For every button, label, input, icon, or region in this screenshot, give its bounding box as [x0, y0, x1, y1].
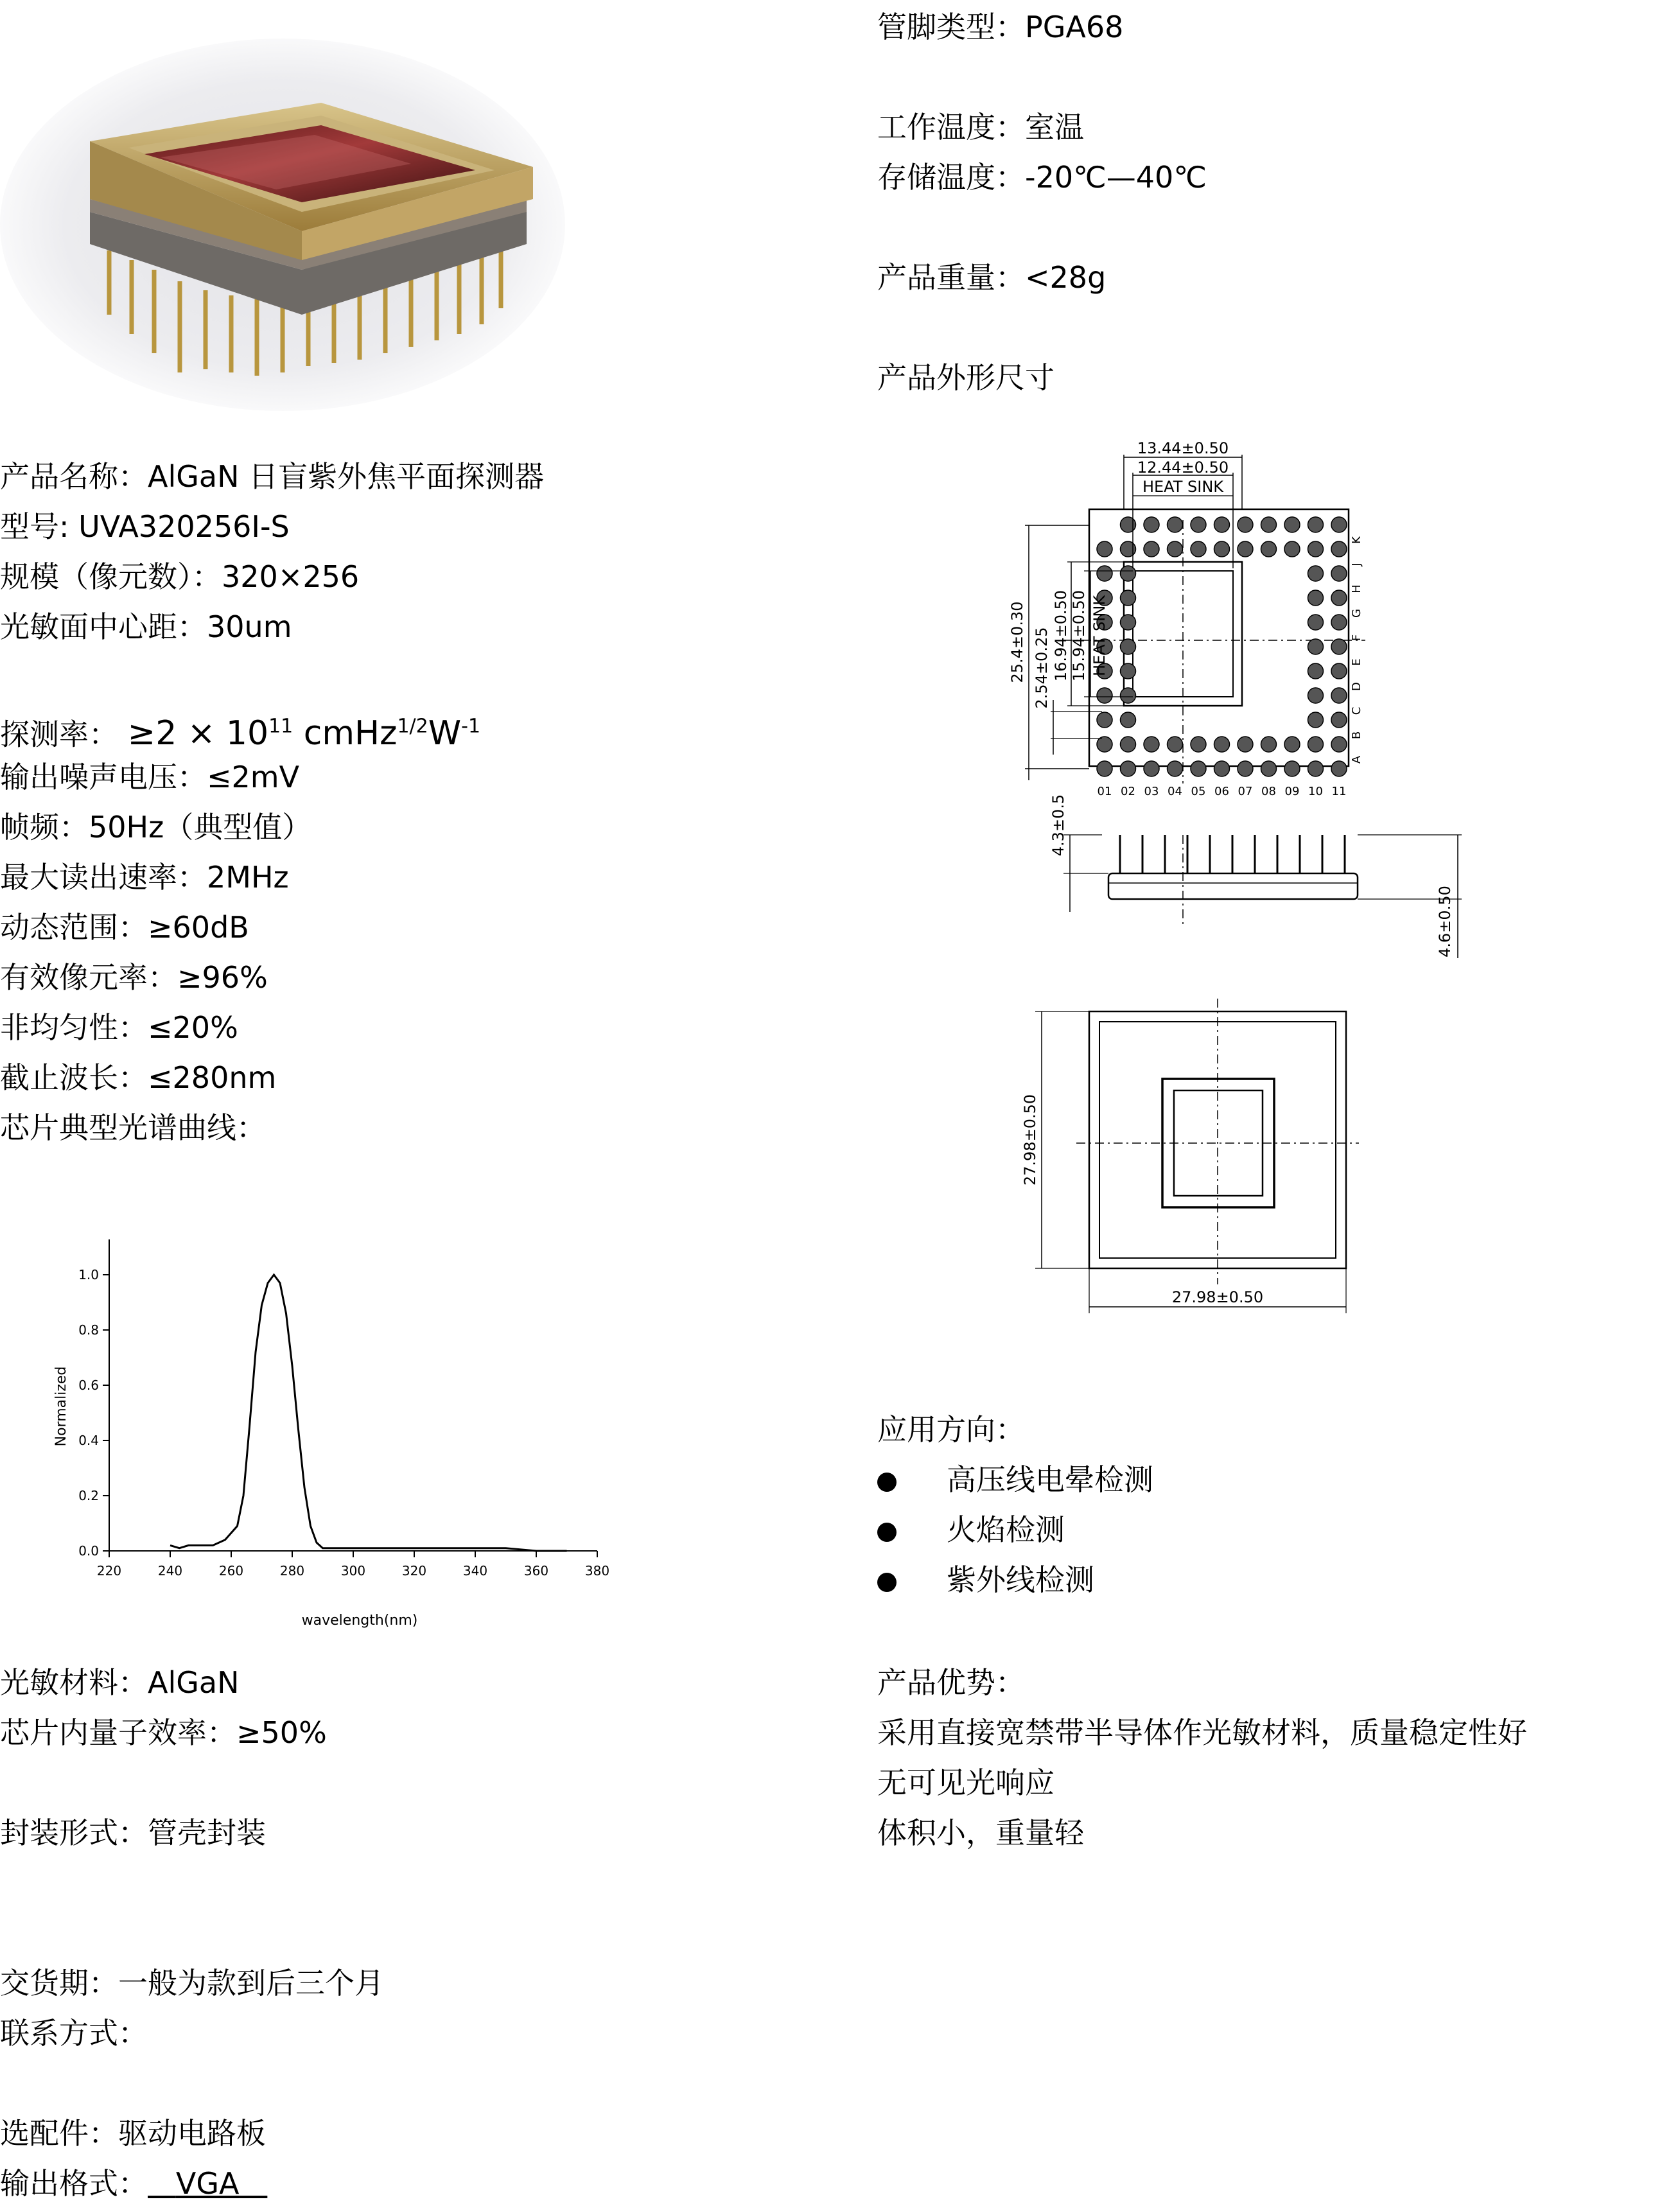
side-view — [1049, 794, 1462, 958]
cutoff-wavelength: 截止波长：≤280nm — [0, 1060, 277, 1095]
pin — [1238, 737, 1253, 752]
pin — [1261, 517, 1277, 532]
pin — [1121, 761, 1136, 776]
pin — [1214, 737, 1230, 752]
pin — [1168, 737, 1183, 752]
pin — [1261, 737, 1277, 752]
chart-x-tick-label: 320 — [401, 1563, 427, 1579]
column-number: 04 — [1168, 785, 1182, 798]
product-weight: 产品重量：<28g — [877, 260, 1107, 295]
pin — [1121, 517, 1136, 532]
application-item: 紫外线检测 — [947, 1562, 1094, 1597]
pin — [1331, 517, 1347, 532]
pin — [1168, 541, 1183, 557]
dim-bottom-vertical: 27.98±0.50 — [1021, 1094, 1039, 1186]
pin — [1261, 761, 1277, 776]
column-number: 11 — [1331, 785, 1347, 798]
chart-y-tick-label: 1.0 — [78, 1267, 99, 1282]
pin — [1308, 737, 1324, 752]
pin — [1191, 517, 1206, 532]
pin — [1121, 712, 1136, 728]
delivery-time: 交货期：一般为款到后三个月 — [0, 1966, 384, 2000]
advantage-item: 无可见光响应 — [877, 1765, 1054, 1800]
pin — [1214, 517, 1230, 532]
pin — [1308, 688, 1324, 703]
dim-body-height: 4.6±0.50 — [1436, 886, 1454, 958]
pin — [1308, 761, 1324, 776]
chart-x-tick-label: 220 — [96, 1563, 122, 1579]
effective-pixel-rate: 有效像元率：≥96% — [0, 960, 268, 995]
row-letter: B — [1350, 731, 1363, 740]
application-item: 高压线电晕检测 — [947, 1462, 1153, 1497]
pin — [1121, 590, 1136, 606]
column-number: 01 — [1097, 785, 1112, 798]
pin — [1331, 639, 1347, 654]
pin — [1097, 761, 1112, 776]
sensitive-material: 光敏材料：AlGaN — [0, 1665, 240, 1700]
applications-title: 应用方向： — [877, 1412, 1025, 1447]
detector-product-photo — [0, 39, 565, 411]
column-numbers — [1098, 785, 1347, 798]
pin — [1097, 541, 1112, 557]
top-view — [1008, 439, 1365, 798]
pin — [1144, 517, 1159, 532]
chart-y-tick-label: 0.2 — [78, 1488, 99, 1503]
pin — [1191, 737, 1206, 752]
pin — [1121, 639, 1136, 654]
bullet-icon — [877, 1573, 897, 1592]
row-letter: H — [1350, 584, 1363, 593]
pin — [1331, 566, 1347, 581]
pin — [1308, 615, 1324, 630]
nonuniformity: 非均匀性：≤20% — [0, 1010, 238, 1045]
pin — [1261, 541, 1277, 557]
pin — [1168, 517, 1183, 532]
row-letter: C — [1350, 706, 1363, 715]
pin — [1121, 663, 1136, 679]
spectrum-title: 芯片典型光谱曲线： — [0, 1110, 266, 1145]
pin — [1284, 737, 1300, 752]
dim-pin-height: 4.3±0.5 — [1049, 794, 1067, 857]
pin — [1284, 761, 1300, 776]
pin — [1308, 663, 1324, 679]
chart-x-tick-label: 340 — [462, 1563, 488, 1579]
pin — [1284, 517, 1300, 532]
pin — [1121, 566, 1136, 581]
pin — [1238, 761, 1253, 776]
frame-rate: 帧频：50Hz（典型值） — [0, 810, 312, 844]
pin — [1144, 761, 1159, 776]
pin — [1144, 541, 1159, 557]
pin — [1331, 541, 1347, 557]
dim-top-inner: 12.44±0.50 — [1137, 459, 1229, 477]
column-number: 07 — [1238, 785, 1253, 798]
pin-type: 管脚类型：PGA68 — [877, 10, 1124, 44]
output-format-label: 输出格式： — [0, 2166, 148, 2201]
row-letter: G — [1350, 609, 1363, 618]
chart-x-tick-label: 300 — [340, 1563, 366, 1579]
dim-left-inner-1: 16.94±0.50 — [1052, 590, 1070, 682]
chart-x-tick-label: 380 — [584, 1563, 610, 1579]
chart-x-label: wavelength(nm) — [301, 1613, 418, 1629]
pin — [1238, 541, 1253, 557]
working-temperature: 工作温度：室温 — [877, 110, 1084, 144]
heat-sink-label-vertical: HEAT SINK — [1090, 595, 1108, 677]
pin — [1121, 737, 1136, 752]
optional-accessory: 选配件：驱动电路板 — [0, 2116, 266, 2151]
readout-rate: 最大读出速率：2MHz — [0, 860, 289, 895]
pixel-pitch: 光敏面中心距：30um — [0, 609, 292, 644]
column-number: 02 — [1121, 785, 1135, 798]
spectral-response-chart — [39, 1201, 629, 1644]
advantages-title: 产品优势： — [877, 1665, 1025, 1700]
pin — [1121, 541, 1136, 557]
dynamic-range: 动态范围：≥60dB — [0, 910, 249, 945]
chart-x-tick-label: 240 — [157, 1563, 183, 1579]
advantage-item: 体积小，重量轻 — [877, 1815, 1084, 1850]
dim-left-inner-2: 15.94±0.50 — [1070, 590, 1088, 682]
column-number: 05 — [1191, 785, 1206, 798]
pin — [1308, 639, 1324, 654]
chart-y-tick-label: 0.4 — [78, 1433, 99, 1448]
column-number: 06 — [1214, 785, 1229, 798]
storage-temperature: 存储温度：-20℃—40℃ — [877, 160, 1207, 195]
pin — [1144, 737, 1159, 752]
detectivity-value: $\ge 2 \times 10^{11}$ $cmHz^{1/2}W^{-1}$ — [127, 714, 481, 753]
bullet-icon — [877, 1473, 897, 1492]
row-letter: D — [1350, 682, 1363, 691]
row-letter: J — [1350, 563, 1363, 566]
model-number: 型号: UVA320256I-S — [0, 509, 290, 544]
pin — [1308, 541, 1324, 557]
pin — [1168, 761, 1183, 776]
pin — [1121, 615, 1136, 630]
contact-info: 联系方式： — [0, 2016, 148, 2051]
row-letter: E — [1350, 658, 1363, 666]
chart-series-line — [170, 1275, 567, 1551]
pin — [1331, 712, 1347, 728]
application-item: 火焰检测 — [947, 1512, 1065, 1547]
pin — [1331, 737, 1347, 752]
chart-x-tick-label: 260 — [218, 1563, 244, 1579]
heat-sink-label: HEAT SINK — [1142, 478, 1224, 496]
row-letter: F — [1350, 634, 1363, 642]
column-number: 09 — [1284, 785, 1300, 798]
row-letters — [1350, 536, 1363, 764]
detectivity-label: 探测率： — [0, 717, 118, 752]
pin — [1191, 761, 1206, 776]
pin — [1214, 541, 1230, 557]
package-type: 封装形式：管壳封装 — [0, 1815, 266, 1850]
row-letter: A — [1350, 755, 1363, 764]
chart-x-tick-label: 280 — [279, 1563, 305, 1579]
column-number: 10 — [1308, 785, 1323, 798]
pin — [1331, 615, 1347, 630]
pin — [1308, 517, 1324, 532]
output-format — [0, 2164, 267, 2203]
detectivity — [0, 708, 480, 753]
pin-grid — [1097, 517, 1347, 776]
pin — [1308, 590, 1324, 606]
dim-bottom-horizontal: 27.98±0.50 — [1171, 1288, 1264, 1306]
dim-top-outer: 13.44±0.50 — [1137, 439, 1229, 457]
pin — [1097, 688, 1112, 703]
row-letter: K — [1350, 536, 1363, 544]
pin — [1331, 761, 1347, 776]
chart-y-label: Normalized — [53, 1366, 69, 1447]
pin — [1191, 541, 1206, 557]
pin — [1097, 712, 1112, 728]
pin — [1331, 590, 1347, 606]
pin — [1097, 566, 1112, 581]
advantage-item: 采用直接宽禁带半导体作光敏材料，质量稳定性好 — [877, 1715, 1527, 1750]
dimension-title: 产品外形尺寸 — [877, 360, 1054, 395]
pin — [1308, 712, 1324, 728]
array-scale: 规模（像元数）：320×256 — [0, 559, 360, 594]
chart-y-tick-label: 0.8 — [78, 1322, 99, 1338]
pin — [1214, 761, 1230, 776]
pin — [1238, 517, 1253, 532]
chart-y-tick-label: 0.0 — [78, 1543, 99, 1559]
output-format-value: VGA — [175, 2166, 240, 2201]
bullet-icon — [877, 1523, 897, 1542]
chart-x-tick-label: 360 — [523, 1563, 549, 1579]
product-name: 产品名称：AlGaN 日盲紫外焦平面探测器 — [0, 459, 545, 494]
bottom-view — [1021, 999, 1359, 1313]
column-number: 08 — [1261, 785, 1276, 798]
pin — [1121, 688, 1136, 703]
pin — [1331, 688, 1347, 703]
pin — [1331, 663, 1347, 679]
column-number: 03 — [1144, 785, 1159, 798]
chart-y-tick-label: 0.6 — [78, 1378, 99, 1393]
package-dimension-drawing — [916, 424, 1661, 1336]
quantum-efficiency: 芯片内量子效率：≥50% — [0, 1715, 327, 1750]
dim-left-pitch: 2.54±0.25 — [1033, 627, 1051, 709]
dim-left-outer: 25.4±0.30 — [1008, 601, 1026, 683]
noise-voltage: 输出噪声电压：≤2mV — [0, 760, 300, 794]
pin — [1284, 541, 1300, 557]
pin — [1308, 566, 1324, 581]
